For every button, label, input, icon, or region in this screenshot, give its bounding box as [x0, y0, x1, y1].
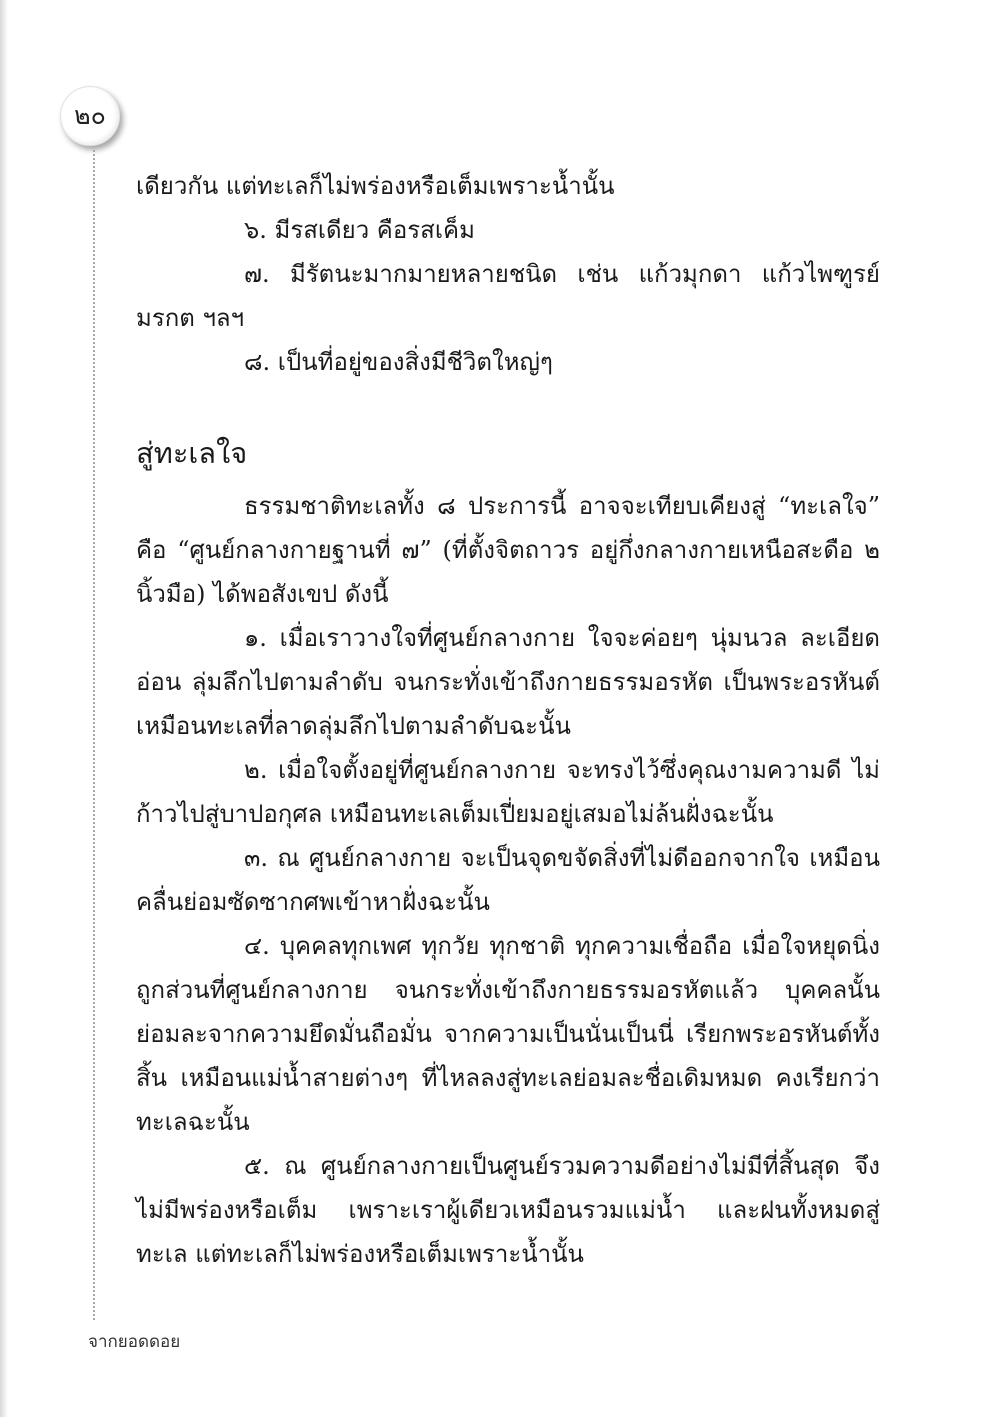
- list-item-7: ๗. มีรัตนะมากมายหลายชนิด เช่น แก้วมุกดา แก้วไพฑูรย์ มรกต ฯลฯ: [136, 260, 880, 332]
- page-number: ๒๐: [74, 101, 106, 130]
- dotted-margin-rule: [93, 150, 95, 1320]
- point-paragraph-2: ๒. เมื่อใจตั้งอยู่ที่ศูนย์กลางกาย จะทรงไว้ซึ่งคุณงามความดี ไม่ก้าวไปสู่บาปอกุศล เหมือนทะเลเต็มเปี่ยมอยู่เสมอไม่ล้นฝั่งฉะนั้น: [136, 756, 880, 828]
- list-item-8: ๘. เป็นที่อยู่ของสิ่งมีชีวิตใหญ่ๆ: [244, 348, 553, 376]
- point-paragraph-4: ๔. บุคคลทุกเพศ ทุกวัย ทุกชาติ ทุกความเชื่อถือ เมื่อใจหยุดนิ่งถูกส่วนที่ศูนย์กลางกาย จนกระทั่งเข้าถึงกายธรรมอรหัตแล้ว บุคคลนั้นย่อมละจากความยึดมั่นถือมั่น จากความเป็นนั่นเป็นนี่ เรียกพระอรหันต์ทั้งสิ้น เหมือนแม่น้ำสายต่างๆ ที่ไหลลงสู่ทะเลย่อมละชื่อเดิมหมด คงเรียกว่าทะเลฉะนั้น: [136, 932, 880, 1136]
- point-paragraph-5: ๕. ณ ศูนย์กลางกายเป็นศูนย์รวมความดีอย่างไม่มีที่สิ้นสุด จึงไม่มีพร่องหรือเต็ม เพราะเราผู้เดียวเหมือนรวมแม่น้ำ และฝนทั้งหมดสู่ทะเล แต่ทะเลก็ไม่พร่องหรือเต็มเพราะน้ำนั้น: [136, 1152, 880, 1268]
- point-paragraph-1: ๑. เมื่อเราวางใจที่ศูนย์กลางกาย ใจจะค่อยๆ นุ่มนวล ละเอียดอ่อน ลุ่มลึกไปตามลำดับ จนกระทั่งเข้าถึงกายธรรมอรหัต เป็นพระอรหันต์ เหมือนทะเลที่ลาดลุ่มลึกไปตามลำดับฉะนั้น: [136, 624, 880, 740]
- page-edge-shadow: [0, 0, 8, 1417]
- intro-paragraph: ธรรมชาติทะเลทั้ง ๘ ประการนี้ อาจจะเทียบเคียงสู่ “ทะเลใจ” คือ “ศูนย์กลางกายฐานที่ ๗” (ที่ตั้งจิตถาวร อยู่กึ่งกลางกายเหนือสะดือ ๒ นิ้วมือ) ได้พอสังเขป ดังนี้: [136, 492, 880, 608]
- book-title-footer: จากยอดดอย: [88, 1332, 181, 1352]
- continuation-paragraph: เดียวกัน แต่ทะเลก็ไม่พร่องหรือเต็มเพราะน้ำนั้น: [136, 172, 615, 200]
- page-body: [136, 164, 880, 1276]
- page-number-badge: [60, 86, 120, 146]
- section-heading: สู่ทะเลใจ: [136, 436, 248, 470]
- list-item-6: ๖. มีรสเดียว คือรสเค็ม: [244, 216, 475, 244]
- point-paragraph-3: ๓. ณ ศูนย์กลางกาย จะเป็นจุดขจัดสิ่งที่ไม่ดีออกจากใจ เหมือนคลื่นย่อมซัดซากศพเข้าหาฝั่งฉะนั้น: [136, 844, 880, 916]
